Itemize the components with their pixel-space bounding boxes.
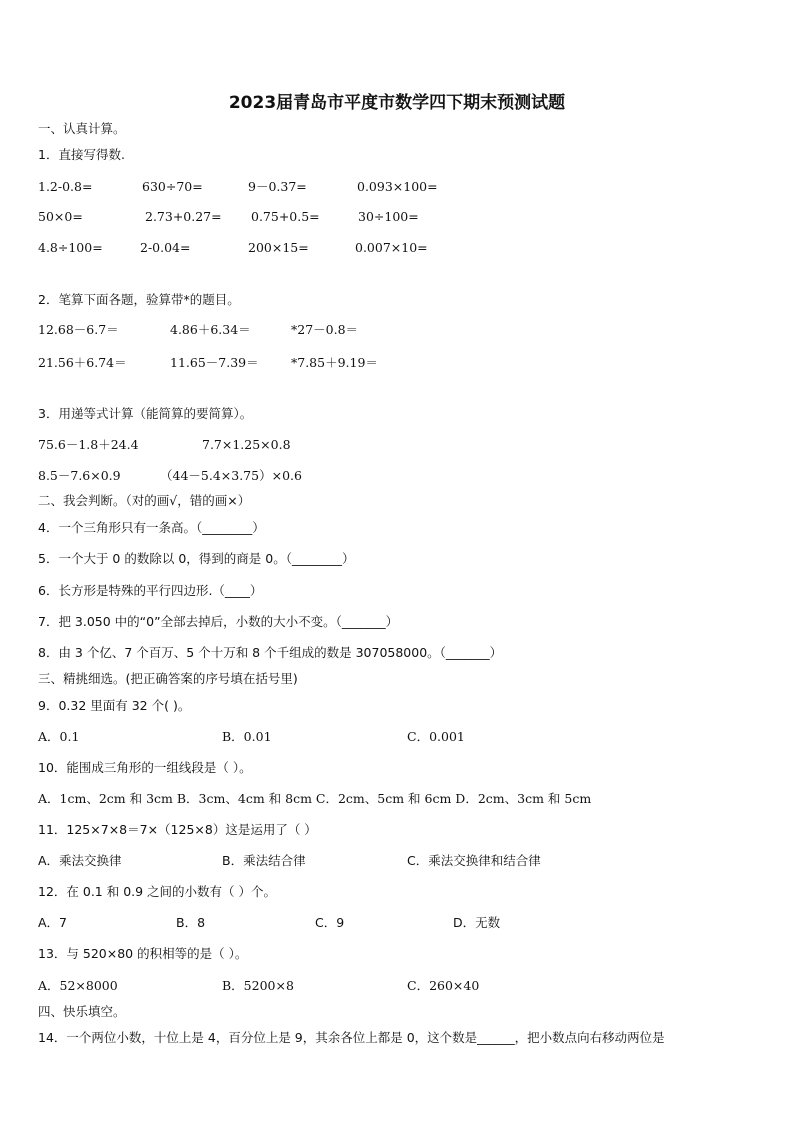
q1-item: 630÷70= bbox=[142, 179, 203, 194]
q2-item: 11.65－7.39＝ bbox=[170, 355, 259, 370]
q11-option: C．乘法交换律和结合律 bbox=[407, 853, 541, 868]
question-1: 1．直接写得数. bbox=[38, 147, 125, 162]
q2-item: 21.56＋6.74＝ bbox=[38, 355, 127, 370]
q2-item: 12.68－6.7＝ bbox=[38, 322, 119, 337]
q2-item: 4.86＋6.34＝ bbox=[170, 322, 251, 337]
question-12: 12．在 0.1 和 0.9 之间的小数有（ ）个。 bbox=[38, 884, 277, 899]
q3-item: （44－5.4×3.75）×0.6 bbox=[160, 468, 302, 483]
q2-item: *7.85＋9.19＝ bbox=[291, 355, 378, 370]
question-10: 10．能围成三角形的一组线段是（ ）。 bbox=[38, 760, 252, 775]
q3-item: 7.7×1.25×0.8 bbox=[202, 437, 291, 452]
q11-option: B．乘法结合律 bbox=[222, 853, 306, 868]
judge-question: 4．一个三角形只有一条高。（________） bbox=[38, 520, 265, 535]
question-2: 2．笔算下面各题，验算带*的题目。 bbox=[38, 292, 240, 307]
q1-item: 2-0.04= bbox=[140, 240, 191, 255]
judge-question: 5．一个大于 0 的数除以 0，得到的商是 0。（________） bbox=[38, 551, 355, 566]
q12-option: B．8 bbox=[176, 915, 206, 930]
q9-option: B．0.01 bbox=[222, 729, 272, 744]
judge-question: 8．由 3 个亿、7 个百万、5 个十万和 8 个千组成的数是 307058000。（_______） bbox=[38, 645, 503, 660]
q3-item: 75.6－1.8＋24.4 bbox=[38, 437, 139, 452]
q1-item: 2.73+0.27= bbox=[145, 209, 222, 224]
q13-option: C．260×40 bbox=[407, 978, 480, 993]
q12-option: A．7 bbox=[38, 915, 68, 930]
q12-option: D．无数 bbox=[453, 915, 501, 930]
question-14: 14．一个两位小数，十位上是 4，百分位上是 9，其余各位上都是 0，这个数是______，把小数点向右移动两位是 bbox=[38, 1030, 665, 1045]
judge-question: 7．把 3.050 中的“0”全部去掉后，小数的大小不变。（_______） bbox=[38, 614, 399, 629]
q9-option: C．0.001 bbox=[407, 729, 465, 744]
question-11: 11．125×7×8＝7×（125×8）这是运用了（ ） bbox=[38, 822, 317, 837]
question-3: 3．用递等式计算（能简算的要简算）。 bbox=[38, 406, 253, 421]
q1-item: 200×15= bbox=[248, 240, 309, 255]
section-2-heading: 二、我会判断。（对的画√，错的画×） bbox=[38, 493, 251, 508]
q13-option: B．5200×8 bbox=[222, 978, 294, 993]
judge-question: 6．长方形是特殊的平行四边形.（____） bbox=[38, 583, 263, 598]
q12-option: C．9 bbox=[315, 915, 345, 930]
q2-item: *27－0.8＝ bbox=[291, 322, 359, 337]
q1-item: 50×0= bbox=[38, 209, 83, 224]
section-3-heading: 三、精挑细选。(把正确答案的序号填在括号里) bbox=[38, 671, 298, 686]
section-1-heading: 一、认真计算。 bbox=[38, 121, 126, 136]
q1-item: 0.007×10= bbox=[355, 240, 428, 255]
q1-item: 4.8÷100= bbox=[38, 240, 103, 255]
question-13: 13．与 520×80 的积相等的是（ ）。 bbox=[38, 946, 248, 961]
q1-item: 0.75+0.5= bbox=[251, 209, 320, 224]
q1-item: 1.2-0.8= bbox=[38, 179, 93, 194]
q1-item: 30÷100= bbox=[358, 209, 419, 224]
section-4-heading: 四、快乐填空。 bbox=[38, 1004, 126, 1019]
q9-option: A．0.1 bbox=[38, 729, 80, 744]
q13-option: A．52×8000 bbox=[38, 978, 118, 993]
page-title: 2023届青岛市平度市数学四下期末预测试题 bbox=[228, 93, 566, 113]
q3-item: 8.5－7.6×0.9 bbox=[38, 468, 121, 483]
question-9: 9．0.32 里面有 32 个( )。 bbox=[38, 698, 191, 713]
q1-item: 0.093×100= bbox=[357, 179, 438, 194]
q10-options: A．1cm、2cm 和 3cm B．3cm、4cm 和 8cm C．2cm、5cm 和 6cm D．2cm、3cm 和 5cm bbox=[38, 791, 592, 806]
q11-option: A．乘法交换律 bbox=[38, 853, 122, 868]
q1-item: 9－0.37= bbox=[248, 179, 307, 194]
